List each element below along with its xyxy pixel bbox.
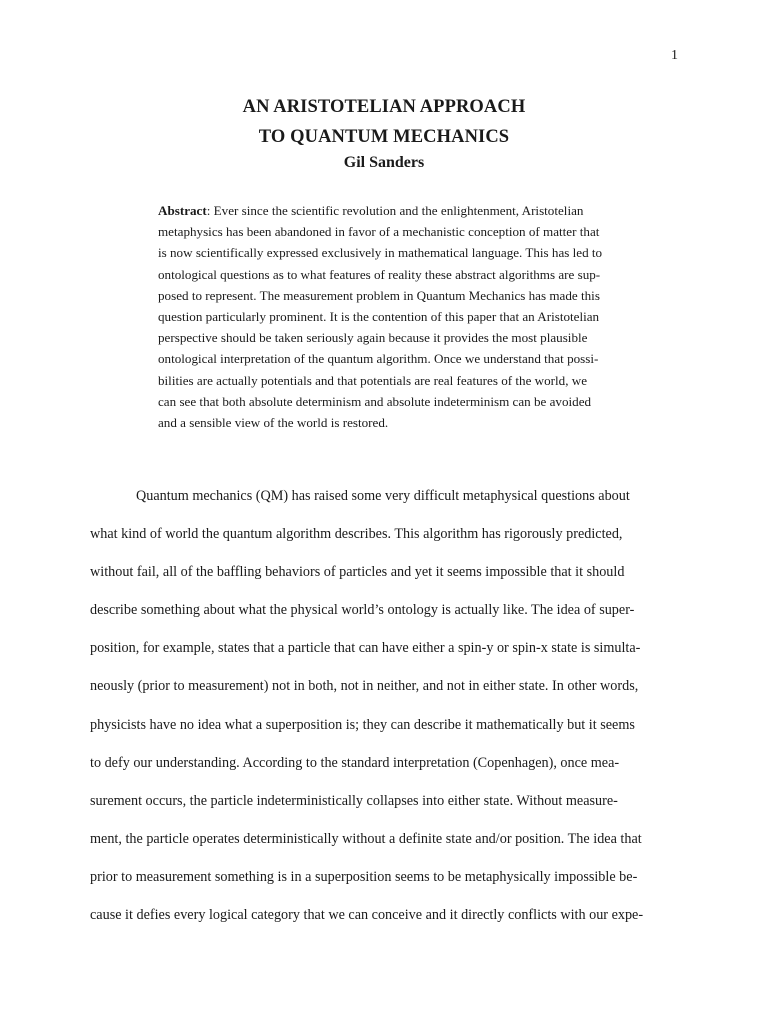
- abstract-first-line-text: : Ever since the scientific revolution and the enlightenment, Aristotelian: [206, 203, 584, 218]
- body-line: neously (prior to measurement) not in both, not in neither, and not in either state. In other words,: [90, 678, 639, 695]
- abstract-label: Abstract: [158, 203, 207, 218]
- body-line: describe something about what the physical world’s ontology is actually like. The idea of super-: [90, 602, 635, 619]
- abstract-line: posed to represent. The measurement problem in Quantum Mechanics has made this: [158, 287, 600, 303]
- abstract-line: bilities are actually potentials and that potentials are real features of the world, we: [158, 372, 588, 388]
- body-line: physicists have no idea what a superposition is; they can describe it mathematically but it seems: [90, 716, 635, 733]
- abstract-line: metaphysics has been abandoned in favor of a mechanistic conception of matter that: [158, 224, 600, 240]
- body-line: surement occurs, the particle indeterministically collapses into either state. Without measure-: [90, 792, 618, 809]
- paper-title: [0, 92, 768, 152]
- body-line: what kind of world the quantum algorithm describes. This algorithm has rigorously predicted,: [90, 526, 623, 543]
- abstract-line: ontological questions as to what features of reality these abstract algorithms are sup-: [158, 266, 601, 282]
- page-number: 1: [671, 48, 678, 63]
- abstract-line: perspective should be taken seriously again because it provides the most plausible: [158, 330, 588, 346]
- abstract: [158, 200, 624, 433]
- abstract-line: is now scientifically expressed exclusively in mathematical language. This has led to: [158, 245, 603, 261]
- body-paragraph: [90, 477, 685, 934]
- body-line: to defy our understanding. According to the standard interpretation (Copenhagen), once mea-: [90, 754, 620, 771]
- abstract-line: question particularly prominent. It is the contention of this paper that an Aristotelian: [158, 309, 600, 325]
- body-line: ment, the particle operates deterministically without a definite state and/or position. The idea that: [90, 830, 642, 847]
- abstract-line: and a sensible view of the world is restored.: [158, 415, 389, 431]
- body-line: position, for example, states that a particle that can have either a spin-y or spin-x state is simulta-: [90, 640, 641, 657]
- body-line: Quantum mechanics (QM) has raised some very difficult metaphysical questions about: [136, 488, 630, 504]
- abstract-line: ontological interpretation of the quantum algorithm. Once we understand that possi-: [158, 351, 599, 367]
- abstract-line: [158, 200, 624, 221]
- title-line-1: AN ARISTOTELIAN APPROACH: [242, 97, 526, 117]
- body-line: prior to measurement something is in a superposition seems to be metaphysically impossible be-: [90, 868, 638, 885]
- author-name: Gil Sanders: [343, 154, 425, 171]
- title-line-2: TO QUANTUM MECHANICS: [258, 127, 510, 147]
- body-line: without fail, all of the baffling behaviors of particles and yet it seems impossible that it should: [90, 564, 625, 581]
- abstract-line: can see that both absolute determinism and absolute indeterminism can be avoided: [158, 393, 592, 409]
- body-line: cause it defies every logical category that we can conceive and it directly conflicts with our expe-: [90, 907, 644, 924]
